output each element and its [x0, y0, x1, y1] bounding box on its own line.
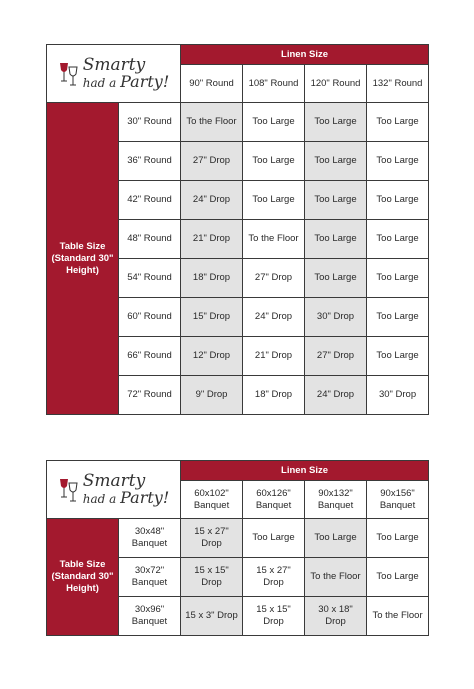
- table-cell: 15" Drop: [181, 298, 243, 337]
- wine-glasses-icon: [58, 61, 80, 87]
- table-cell: 18" Drop: [181, 259, 243, 298]
- table-cell: Too Large: [367, 181, 429, 220]
- table-cell: To the Floor: [305, 558, 367, 597]
- row-label: 54" Round: [119, 259, 181, 298]
- col-header: 120" Round: [305, 65, 367, 103]
- row-label: 36" Round: [119, 142, 181, 181]
- col-header: 60x102" Banquet: [181, 481, 243, 519]
- table-cell: Too Large: [305, 181, 367, 220]
- table-cell: 24" Drop: [181, 181, 243, 220]
- table-cell: Too Large: [367, 259, 429, 298]
- table-row: [47, 519, 429, 558]
- table-cell: 21" Drop: [243, 337, 305, 376]
- col-header: 90" Round: [181, 65, 243, 103]
- table-cell: Too Large: [243, 181, 305, 220]
- table-cell: 12" Drop: [181, 337, 243, 376]
- table-cell: 9" Drop: [181, 376, 243, 415]
- table-cell: Too Large: [367, 298, 429, 337]
- wine-glasses-icon: [58, 477, 80, 503]
- table-cell: Too Large: [367, 337, 429, 376]
- row-label: 72" Round: [119, 376, 181, 415]
- table-cell: 15 x 27" Drop: [181, 519, 243, 558]
- row-label: 30x72" Banquet: [119, 558, 181, 597]
- col-header: 90x132" Banquet: [305, 481, 367, 519]
- row-label: 30x48" Banquet: [119, 519, 181, 558]
- table-cell: Too Large: [367, 103, 429, 142]
- table-cell: 15 x 3" Drop: [181, 597, 243, 636]
- logo-line-2-pre: had a: [82, 492, 117, 506]
- row-label: 30" Round: [119, 103, 181, 142]
- logo-mark: [49, 57, 178, 90]
- table-cell: Too Large: [305, 142, 367, 181]
- col-header: 90x156" Banquet: [367, 481, 429, 519]
- table-cell: 30" Drop: [305, 298, 367, 337]
- table-cell: Too Large: [367, 558, 429, 597]
- table-row: [47, 103, 429, 142]
- linen-size-header: Linen Size: [181, 461, 429, 481]
- table-cell: Too Large: [243, 519, 305, 558]
- table-cell: Too Large: [305, 220, 367, 259]
- row-label: 30x96" Banquet: [119, 597, 181, 636]
- table-cell: Too Large: [367, 142, 429, 181]
- col-header: 60x126" Banquet: [243, 481, 305, 519]
- table-cell: 21" Drop: [181, 220, 243, 259]
- table-cell: 24" Drop: [305, 376, 367, 415]
- table-cell: To the Floor: [181, 103, 243, 142]
- table-cell: 30" Drop: [367, 376, 429, 415]
- brand-logo: [47, 461, 181, 519]
- row-label: 48" Round: [119, 220, 181, 259]
- table-cell: To the Floor: [243, 220, 305, 259]
- table-cell: 18" Drop: [243, 376, 305, 415]
- table-cell: Too Large: [367, 220, 429, 259]
- row-label: 42" Round: [119, 181, 181, 220]
- banquet-table-size-chart: [46, 460, 429, 636]
- table-cell: Too Large: [305, 259, 367, 298]
- table-cell: 27" Drop: [181, 142, 243, 181]
- logo-line-2-big: Party!: [120, 72, 170, 91]
- linen-size-header: Linen Size: [181, 45, 429, 65]
- table-cell: 27" Drop: [243, 259, 305, 298]
- table-cell: 24" Drop: [243, 298, 305, 337]
- logo-mark: [49, 473, 178, 506]
- table-cell: Too Large: [305, 519, 367, 558]
- row-label: 60" Round: [119, 298, 181, 337]
- col-header: 108" Round: [243, 65, 305, 103]
- table-cell: 15 x 27" Drop: [243, 558, 305, 597]
- table-cell: Too Large: [243, 103, 305, 142]
- table-cell: Too Large: [367, 519, 429, 558]
- table-cell: To the Floor: [367, 597, 429, 636]
- row-label: 66" Round: [119, 337, 181, 376]
- table-cell: 15 x 15" Drop: [243, 597, 305, 636]
- col-header: 132" Round: [367, 65, 429, 103]
- table-cell: 15 x 15" Drop: [181, 558, 243, 597]
- logo-line-1: Smarty: [82, 55, 146, 75]
- table-cell: 27" Drop: [305, 337, 367, 376]
- table-size-label: Table Size (Standard 30" Height): [47, 519, 119, 636]
- logo-line-2-pre: had a: [82, 76, 117, 90]
- logo-line-1: Smarty: [82, 471, 146, 491]
- table-cell: Too Large: [243, 142, 305, 181]
- round-table-size-chart: [46, 44, 429, 415]
- table-cell: Too Large: [305, 103, 367, 142]
- table-size-label: Table Size (Standard 30" Height): [47, 103, 119, 415]
- logo-line-2-big: Party!: [120, 488, 170, 507]
- table-cell: 30 x 18" Drop: [305, 597, 367, 636]
- brand-logo: [47, 45, 181, 103]
